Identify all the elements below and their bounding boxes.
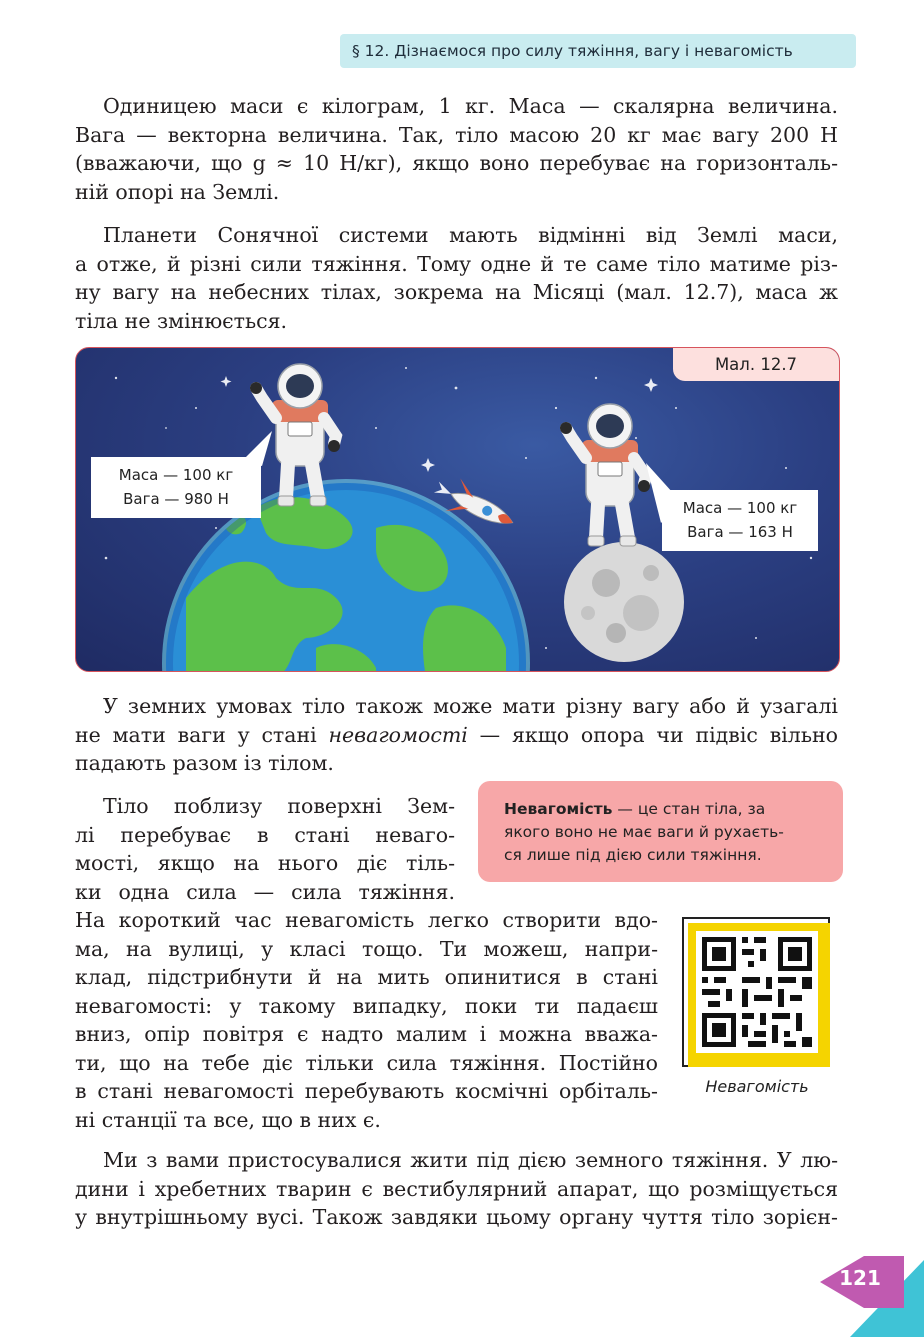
paragraph-weightlessness-mid: [75, 906, 658, 1134]
text-line: У земних умовах тіло також може мати різну вагу або й узагалі: [103, 694, 838, 718]
text-line: Ми з вами пристосувалися жити під дією земного тяжіння. У лю-: [103, 1148, 838, 1172]
text-line: ки одна сила — сила тяжіння.: [75, 879, 455, 904]
text-line: ну вагу на небесних тілах, зокрема на Місяці (мал. 12.7), маса ж: [75, 280, 838, 304]
astronaut-moon: [560, 404, 650, 546]
text-line: Планети Сонячної системи мають відмінні від Землі маси,: [103, 223, 838, 247]
paragraph-planets: [75, 221, 838, 335]
text-line: ма, на вулиці, у класі тощо. Ти можеш, напри-: [75, 936, 658, 961]
earth-callout: [91, 457, 261, 518]
text-line: а отже, й різні сили тяжіння. Тому одне й те саме тіло матиме різ-: [75, 251, 838, 276]
text-line: лі перебуває в стані невагo-: [75, 822, 455, 847]
text-line: мості, якщо на нього діє тіль-: [75, 851, 455, 875]
paragraph-weightlessness-narrow: [75, 792, 455, 906]
italic-term: невагомості: [328, 722, 468, 747]
paragraph-mass-weight: [75, 92, 838, 206]
text-line: вниз, опір повітря є надто малим і можна вважа-: [75, 1022, 658, 1046]
figure-label: Мал. 12.7: [673, 348, 839, 381]
definition-text: — це стан тіла, за: [612, 800, 766, 818]
text-line-with-italic: не мати ваги у стані невагомості — якщо опора чи підвіс вільно: [75, 722, 838, 747]
text-line: у внутрішньому вусі. Також завдяки цьому органу чуття тіло зорієн-: [75, 1205, 838, 1229]
text-line: Тіло поблизу поверхні Зем-: [103, 794, 455, 818]
text-line: ні станції та все, що в них є.: [75, 1107, 381, 1132]
text-line: Вага — векторна величина. Так, тіло масою 20 кг має вагу 200 Н: [75, 122, 838, 147]
definition-term: Невагомість: [504, 800, 613, 818]
moon-mass-text: Маса — 100 кг: [682, 499, 798, 517]
earth-weight-text: Вага — 980 Н: [123, 490, 229, 508]
definition-line: [504, 798, 825, 821]
text-line: На короткий час невагомість легко створити вдо-: [75, 908, 658, 932]
text-line: клад, підстрибнути й на мить опинитися в стані: [75, 965, 658, 989]
figure-earth-moon-astronauts: [75, 347, 840, 672]
section-header: § 12. Дізнаємося про силу тяжіння, вагу і невагомість: [340, 34, 856, 68]
text-line: (вважаючи, що g ≈ 10 Н/кг), якщо воно перебуває на горизонталь-: [75, 151, 838, 175]
paragraph-adaptation: [75, 1146, 838, 1232]
text-line: Одиницею маси є кілограм, 1 кг. Маса — скалярна величина.: [103, 94, 838, 118]
earth-mass-text: Маса — 100 кг: [118, 466, 234, 484]
text-line: ній опорі на Землі.: [75, 179, 280, 204]
qr-code[interactable]: [696, 931, 818, 1053]
paragraph-earth-conditions: [75, 692, 838, 778]
text-line: падають разом із тілом.: [75, 751, 334, 775]
text-line: ти, що на тебе діє тільки сила тяжіння. Постійно: [75, 1050, 658, 1075]
text-line: невагомості: у такому випадку, поки ти падаєш: [75, 993, 658, 1018]
moon-callout: [662, 490, 818, 551]
definition-line: якого воно не має ваги й рухаєть-: [504, 823, 784, 841]
text-line: дини і хребетних тварин є вестибулярний апарат, що розміщується: [75, 1176, 838, 1201]
definition-line: ся лише під дією сили тяжіння.: [504, 846, 762, 864]
qr-caption: Невагомість: [705, 1077, 809, 1096]
qr-code-icon: [696, 931, 818, 1053]
text-line: тіла не змінюється.: [75, 308, 288, 333]
moon-weight-text: Вага — 163 Н: [687, 523, 793, 541]
page-number: 121: [839, 1266, 881, 1290]
text-line: в стані невагомості перебувають космічні орбіталь-: [75, 1079, 658, 1103]
definition-box: [478, 781, 843, 882]
